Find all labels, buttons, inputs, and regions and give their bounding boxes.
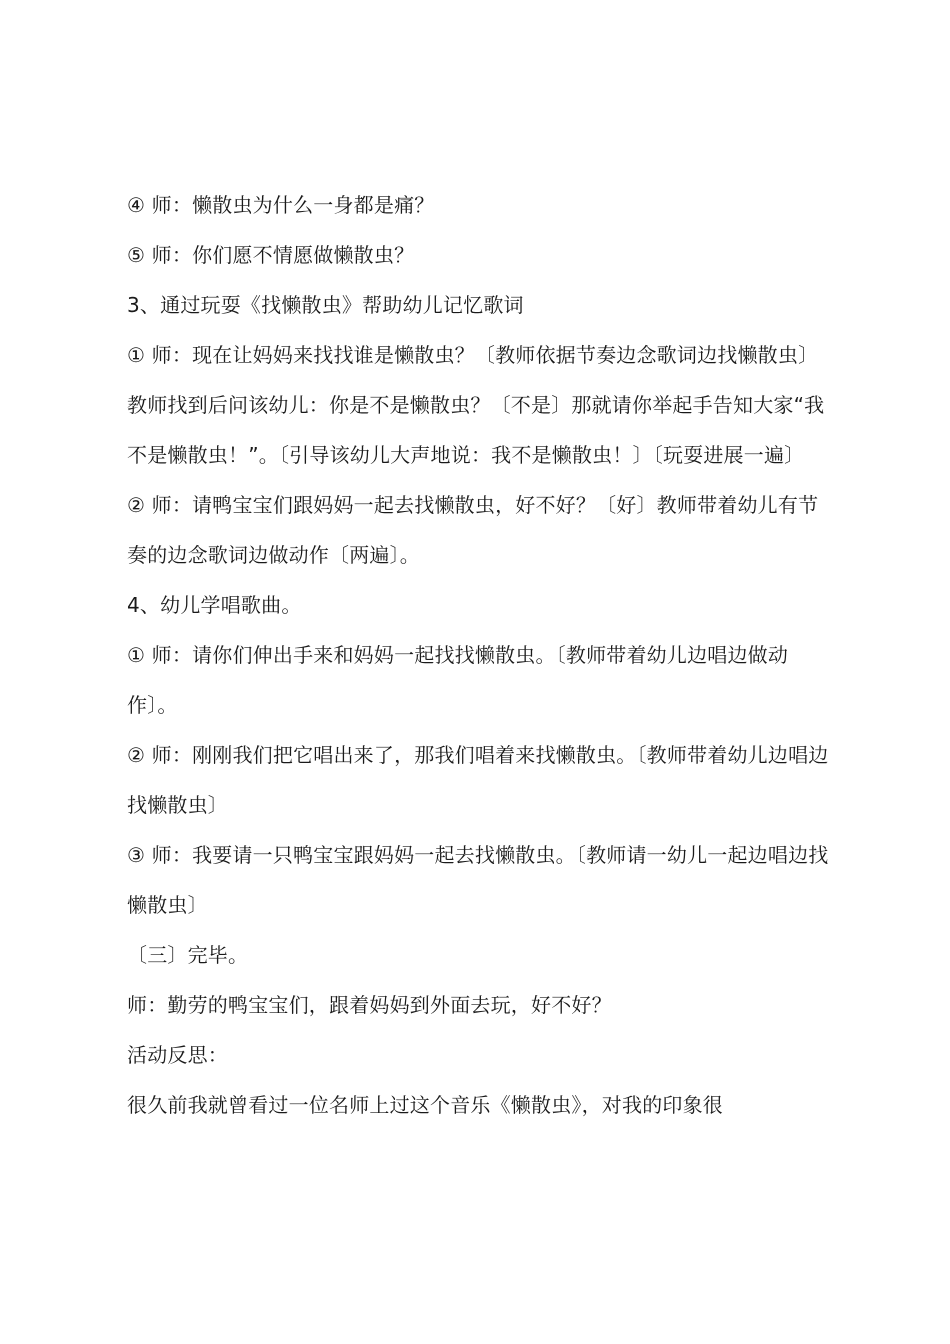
section-heading-4: 4、幼儿学唱歌曲。 <box>127 593 302 617</box>
paragraph-sing-2: ② 师：刚刚我们把它唱出来了，那我们唱着来找懒散虫。〔教师带着幼儿边唱边找懒散虫〕 <box>127 743 829 817</box>
paragraph-closing: 师：勤劳的鸭宝宝们，跟着妈妈到外面去玩，好不好？ <box>127 993 612 1017</box>
reflection-heading: 活动反思： <box>127 1043 228 1067</box>
paragraph-step-2: ② 师：请鸭宝宝们跟妈妈一起去找懒散虫，好不好？〔好〕教师带着幼儿有节奏的边念歌词边做动作〔两遍〕。 <box>127 493 819 567</box>
document-body <box>127 180 833 1130</box>
paragraph-question-4: ④ 师：懒散虫为什么一身都是痛？ <box>127 193 435 217</box>
paragraph-sing-3: ③ 师：我要请一只鸭宝宝跟妈妈一起去找懒散虫。〔教师请一幼儿一起边唱边找懒散虫〕 <box>127 843 829 917</box>
section-heading-3: 3、通过玩耍《找懒散虫》帮助幼儿记忆歌词 <box>127 293 524 317</box>
reflection-text: 很久前我就曾看过一位名师上过这个音乐《懒散虫》，对我的印象很 <box>127 1093 723 1117</box>
paragraph-step-1: ① 师：现在让妈妈来找找谁是懒散虫？〔教师依据节奏边念歌词边找懒散虫〕教师找到后问该幼儿：你是不是懒散虫？〔不是〕那就请你举起手告知大家“我不是懒散虫！”。〔引导该幼儿大声地说：我不是懒散虫！〕〔玩耍进展一遍〕 <box>127 343 825 467</box>
paragraph-question-5: ⑤ 师：你们愿不情愿做懒散虫？ <box>127 243 415 267</box>
paragraph-sing-1: ① 师：请你们伸出手来和妈妈一起找找懒散虫。〔教师带着幼儿边唱边做动作〕。 <box>127 643 789 717</box>
section-heading-end: 〔三〕完毕。 <box>127 943 249 967</box>
